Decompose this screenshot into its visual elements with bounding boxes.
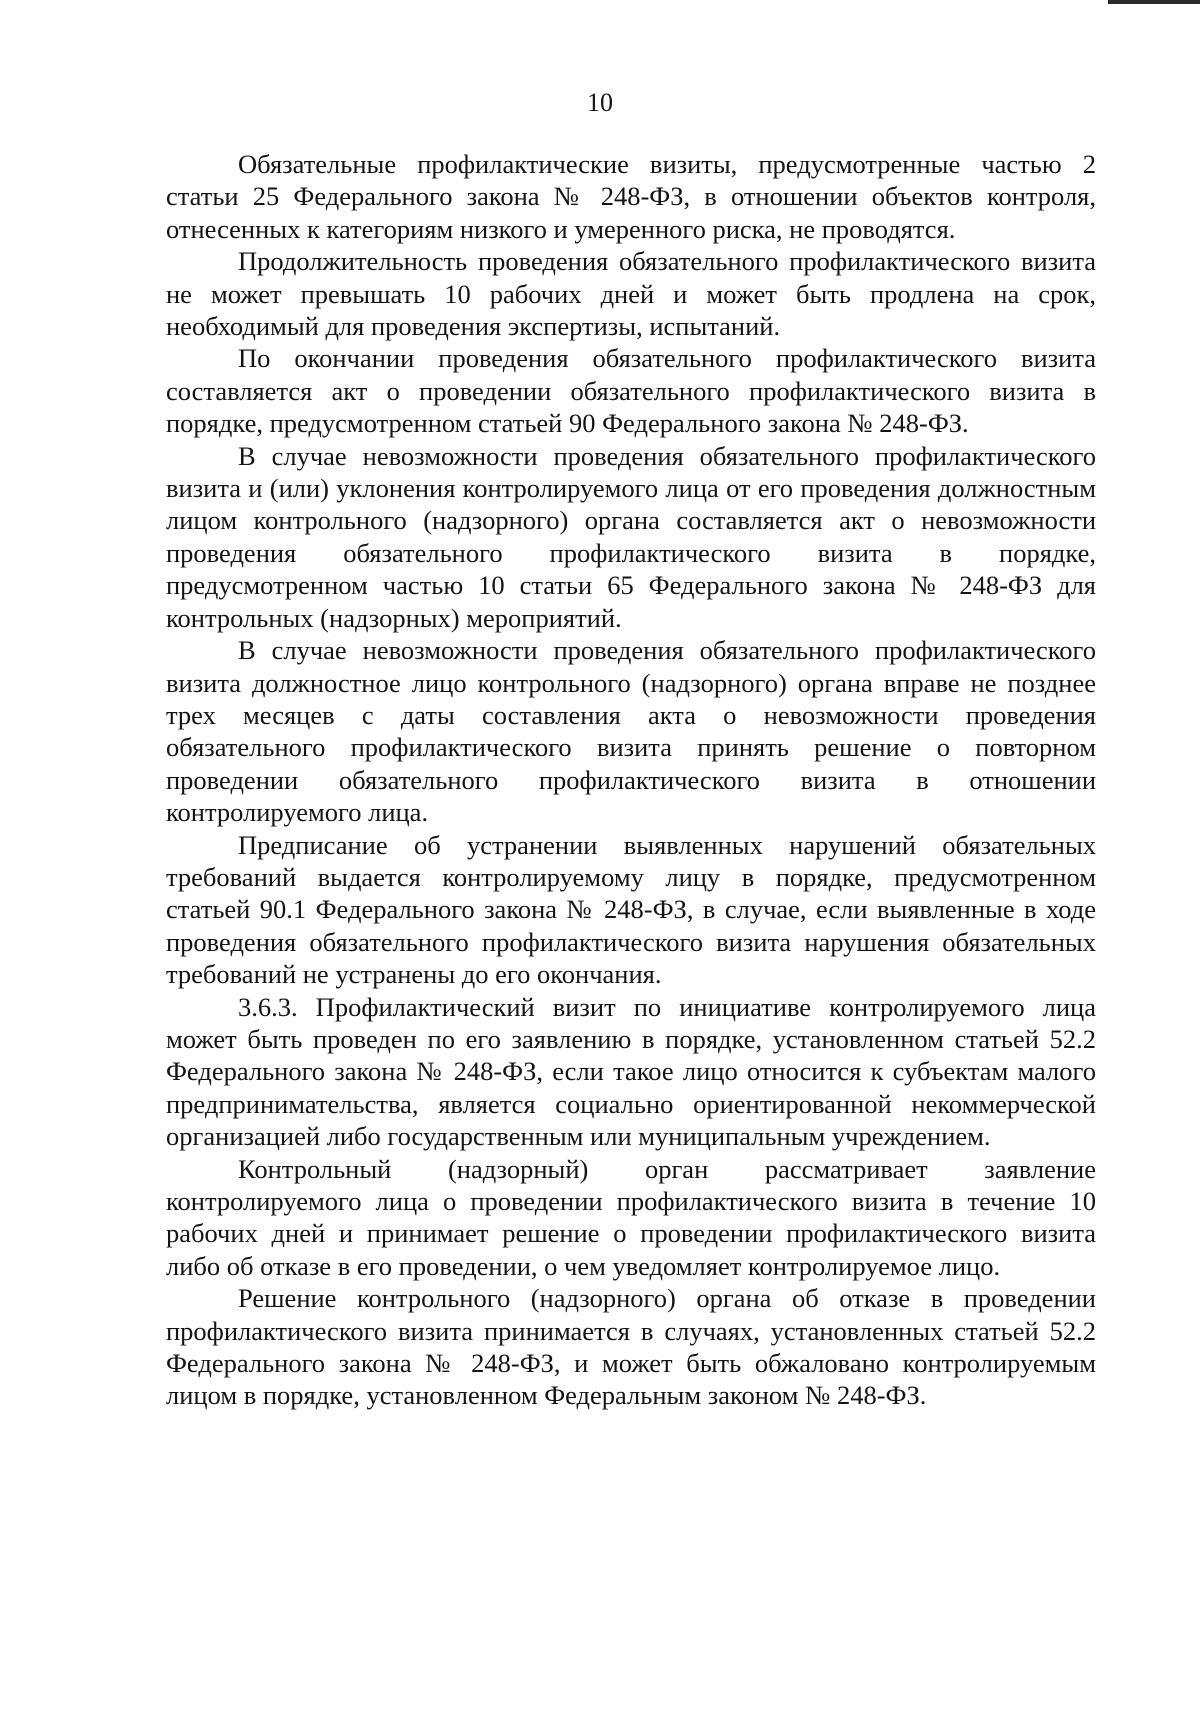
paragraph-mandatory-visits-not-held: Обязательные профилактические визиты, предусмотренные частью 2 статьи 25 Федерального закона № 248-ФЗ, в отношении объектов контроля, отнесенных к категориям низкого и умеренного риска, не проводятся.: [166, 149, 1096, 244]
paragraph-section-3-6-3: 3.6.3. Профилактический визит по инициативе контролируемого лица может быть проведен по его заявлению в порядке, установленном статьей 52.2 Федерального закона № 248-ФЗ, если такое лицо относится к субъектам малого предпринимательства, является социально ориентированной некоммерческой организацией либо государственным или муниципальным учреждением.: [166, 991, 1096, 1152]
paragraph-application-review: Контрольный (надзорный) орган рассматривает заявление контролируемого лица о проведении профилактического визита в течение 10 рабочих дней и принимает решение о проведении профилактического визита либо об отказе в его проведении, о чем уведомляет контролируемое лицо.: [166, 1153, 1096, 1281]
paragraph-visit-act: По окончании проведения обязательного профилактического визита составляется акт о проведении обязательного профилактического визита в порядке, предусмотренном статьей 90 Федерального закона № 248-ФЗ.: [166, 343, 1096, 439]
paragraph-impossibility-act: В случае невозможности проведения обязательного профилактического визита и (или) уклонения контролируемого лица от его проведения должностным лицом контрольного (надзорного) органа составляется акт о невозможности проведения обязательного профилактического визита в порядке, предусмотренном частью 10 статьи 65 Федерального закона № 248-ФЗ для контрольных (надзорных) мероприятий.: [166, 440, 1096, 633]
paragraph-refusal-decision: Решение контрольного (надзорного) органа об отказе в проведении профилактического визита принимается в случаях, установленных статьей 52.2 Федерального закона № 248-ФЗ, и может быть обжаловано контролируемым лицом в порядке, установленном Федеральным законом № 248-ФЗ.: [166, 1283, 1096, 1411]
document-body: [166, 148, 1096, 1412]
page-number: 10: [587, 88, 613, 117]
paragraph-violation-order: Предписание об устранении выявленных нарушений обязательных требований выдается контролируемому лицу в порядке, предусмотренном статьей 90.1 Федерального закона № 248-ФЗ, в случае, если выявленные в ходе проведения обязательного профилактического визита нарушения обязательных требований не устранены до его окончания.: [166, 829, 1096, 990]
scan-edge-rule: [1108, 0, 1200, 4]
paragraph-repeat-visit-decision: В случае невозможности проведения обязательного профилактического визита должностное лицо контрольного (надзорного) органа вправе не позднее трех месяцев с даты составления акта о невозможности проведения обязательного профилактического визита принять решение о повторном проведении обязательного профилактического визита в отношении контролируемого лица.: [166, 635, 1096, 828]
paragraph-visit-duration: Продолжительность проведения обязательного профилактического визита не может превышать 10 рабочих дней и может быть продлена на срок, необходимый для проведения экспертизы, испытаний.: [166, 246, 1096, 342]
